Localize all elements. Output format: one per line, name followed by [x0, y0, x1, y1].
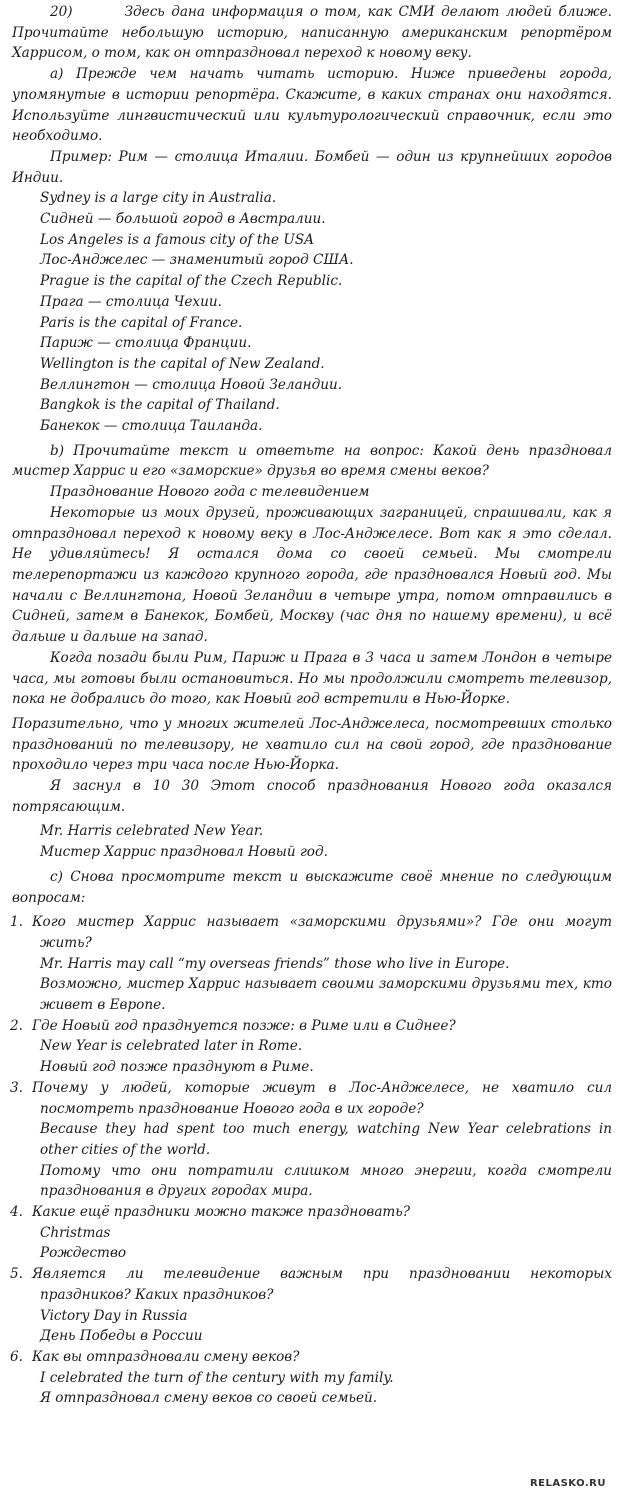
question-item [0, 1078, 622, 1202]
answer-line: Потому что они потратили слишком много энергии, когда смотрели празднования в других городах мира. [40, 1162, 612, 1200]
story-title: Празднование Нового года с телевидением [50, 484, 370, 501]
example-line: Bangkok is the capital of Thailand. [40, 397, 280, 414]
story-paragraph-1: Некоторые из моих друзей, проживающих заграницей, спрашивали, как я отпраздновал переход к новому веку в Лос-Анджелесе. Вот как я это сделал. Не удивляйтесь! Я остался дома со своей семьей. Мы смотрели телерепортажи из каждого крупного города, где праздновался Новый год. Мы начали с Веллингтона, Новой Зеландии в четыре утра, потом отправились в Сидней, затем в Банекок, Бомбей, Москву (час дня по нашему времени), и всё дальше и дальше на запад. [12, 504, 612, 646]
answer-line: Victory Day in Russia [40, 1307, 188, 1324]
example-line: Париж — столица Франции. [40, 335, 252, 352]
answer-line: New Year is celebrated later in Rome. [40, 1038, 303, 1055]
question: 2. Где Новый год празднуется позже: в Риме или в Сиднее? [0, 1016, 622, 1037]
question-item [0, 1202, 622, 1264]
question-item [0, 912, 622, 1016]
question: 6. Как вы отпраздновали смену веков? [0, 1347, 622, 1368]
question: 5. Является ли телевидение важным при праздновании некоторых праздников? Каких праздников? [10, 1266, 612, 1303]
watermark[interactable]: RELASKO.RU [529, 1478, 606, 1489]
answer-line: Рождество [40, 1245, 127, 1262]
intro-text: Здесь дана информация о том, как СМИ делают людей ближе. Прочитайте небольшую историю, написанную американским репортёром Харрисом, о том, как он отпраздновал переход к новому веку. [12, 4, 612, 62]
question-number: 6. [10, 1349, 23, 1365]
answer-line: Mr. Harris may call “my overseas friends” those who live in Europe. [40, 955, 510, 972]
example-line: Los Angeles is a famous city of the USA [40, 231, 314, 248]
answer-line: Я отпраздновал смену веков со своей семьей. [40, 1390, 378, 1407]
part-a-task: а) Прежде чем начать читать историю. Ниже приведены города, упомянутые в истории репортёра. Скажите, в каких странах они находятся. Используйте лингвистический или культурологический справочник, если это необходимо. [12, 66, 612, 145]
question-number: 3. [10, 1079, 23, 1096]
answer-en: Mr. Harris celebrated New Year. [40, 823, 264, 840]
example-line: Сидней — большой город в Австралии. [40, 211, 326, 228]
example-line: Prague is the capital of the Czech Republic. [40, 273, 343, 290]
question-number: 2. [10, 1017, 23, 1034]
story-paragraph-2: Когда позади были Рим, Париж и Прага в 3 часа и затем Лондон в четыре часа, мы готовы были остановиться. Но мы продолжили смотреть телевизор, пока не добрались до того, как Новый год встретили в Нью-Йорке. [12, 649, 612, 708]
question: 1. Кого мистер Харрис называет «заморскими друзьями»? Где они могут жить? [10, 914, 612, 951]
question-item [0, 1016, 622, 1078]
answer-line: Christmas [40, 1224, 111, 1241]
example-line: Прага — столица Чехии. [40, 293, 222, 310]
part-a-example: Пример: Рим — столица Италии. Бомбей — один из крупнейших городов Индии. [12, 148, 612, 186]
exercise-number: 20) [50, 4, 73, 20]
example-line: Sydney is a large city in Australia. [40, 190, 277, 207]
question-number: 1. [10, 914, 23, 931]
answer-line: Because they had spent too much energy, watching New Year celebrations in other cities of the world. [40, 1121, 612, 1158]
answer-line: I celebrated the turn of the century with my family. [40, 1369, 394, 1386]
answer-line: Возможно, мистер Харрис называет своими заморскими друзьями тех, кто живет в Европе. [40, 976, 612, 1014]
answer-line: День Победы в России [40, 1328, 203, 1345]
intro-paragraph [0, 0, 622, 64]
story-paragraph-4: Я заснул в 10 30 Этот способ празднования Нового года оказался потрясающим. [12, 778, 612, 815]
question-number: 4. [10, 1204, 23, 1221]
question: 3. Почему у людей, которые живут в Лос-Анджелесе, не хватило сил посмотреть празднование Нового года в их городе? [10, 1079, 612, 1117]
question: 4. Какие ещё праздники можно также праздновать? [0, 1202, 622, 1223]
question-number: 5. [10, 1266, 23, 1283]
example-line: Веллингтон — столица Новой Зеландии. [40, 376, 343, 393]
example-line: Лос-Анджелес — знаменитый город США. [40, 252, 354, 269]
question-item [0, 1347, 622, 1409]
part-b-task: b) Прочитайте текст и ответьте на вопрос: Какой день праздновал мистер Харрис и его «заморские» друзья во время смены веков? [12, 442, 612, 480]
example-line: Wellington is the capital of New Zealand. [40, 355, 325, 372]
answer-line: Новый год позже празднуют в Риме. [40, 1059, 314, 1076]
part-c-task: с) Снова просмотрите текст и выскажите своё мнение по следующим вопросам: [12, 868, 612, 906]
answer-ru: Мистер Харрис праздновал Новый год. [40, 844, 328, 861]
question-item [0, 1264, 622, 1347]
example-line: Банекок — столица Таиланда. [40, 418, 263, 435]
story-paragraph-3: Поразительно, что у многих жителей Лос-Анджелеса, посмотревших столько празднований по телевизору, не хватило сил на свой город, где празднование проходило через три часа после Нью-Йорка. [12, 715, 612, 774]
example-line: Paris is the capital of France. [40, 314, 243, 331]
